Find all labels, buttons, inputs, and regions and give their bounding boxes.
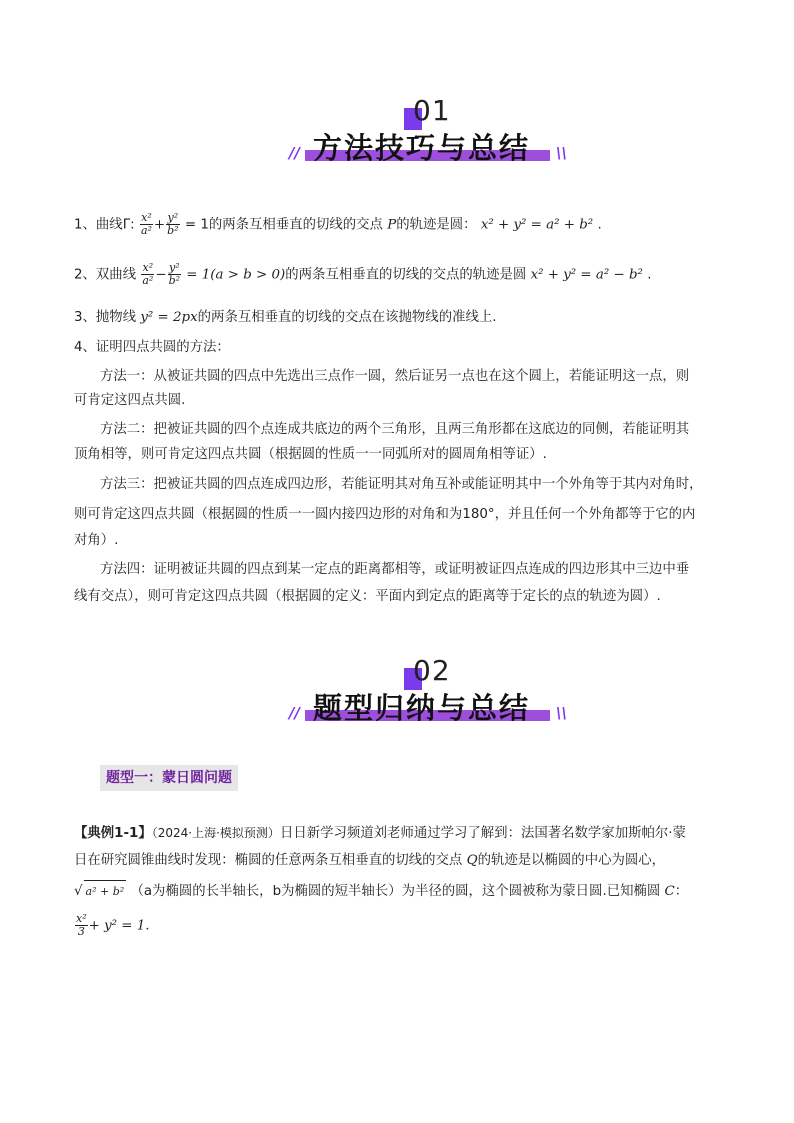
method-3-line-2: 则可肯定这四点共圆（根据圆的性质一一圆内接四边形的对角和为180°，并且任何一个外角都等于它的内	[74, 507, 696, 522]
left-slash-decoration: //	[289, 144, 300, 162]
fraction-x2-3: $\frac{\text{x²}}{3}$	[76, 912, 87, 938]
item-1-mid: = 1的两条互相垂直的切线的交点	[184, 217, 383, 233]
method-4-line-2: 线有交点），则可肯定这四点共圆（根据圆的定义：平面内到定点的距离等于定长的点的轨迹为圆）.	[74, 589, 661, 604]
example-line-2: 日在研究圆锥曲线时发现：椭圆的任意两条互相垂直的切线的交点 Q的轨迹是以椭圆的中心为圆心，	[74, 853, 666, 868]
item-4: 4、证明四点共圆的方法：	[74, 340, 230, 355]
section-number: 01	[413, 94, 451, 127]
example-line-4	[74, 913, 734, 938]
item-1-prefix: 1、曲线Γ:	[74, 217, 135, 233]
item-2-condition: = 1(a > b > 0)	[186, 267, 286, 283]
method-3-line-1: 方法三：把被证共圆的四点连成四边形，若能证明其对角互补或能证明其中一个外角等于其内对角时，	[100, 477, 703, 492]
item-2: 2、双曲线 $\frac{\text{x²}}{\text{a²}}$ − $\frac{\text{y²}}{\text{b²}}$ = 1(a > b > 0)的两条互相垂直的切线的交点的轨迹是圆 x² + y² = a² − b² .	[74, 261, 652, 287]
example-line-1: 【典例1-1】（2024·上海·模拟预测）日日新学习频道刘老师通过学习了解到：法国著名数学家加斯帕尔·蒙	[74, 826, 686, 841]
fraction-x2-a2: $\frac{\text{x²}}{\text{a²}}$	[142, 261, 154, 287]
left-slash-decoration: //	[289, 704, 300, 722]
section-number: 02	[413, 654, 451, 687]
item-1-equation: x² + y² = a² + b²	[480, 217, 594, 233]
item-2-equation: x² + y² = a² − b²	[530, 267, 643, 283]
section-title: 题型归纳与总结	[313, 691, 531, 725]
sqrt-expression: a² + b²	[84, 880, 127, 903]
fraction-y2-b2: $\frac{\text{y²}}{\text{b²}}$	[167, 211, 179, 237]
fraction-y2-b2: $\frac{\text{y²}}{\text{b²}}$	[168, 261, 181, 287]
fraction-x2-a2: $\frac{\text{x²}}{\text{a²}}$	[140, 211, 152, 237]
method-3-line-3: 对角）.	[74, 533, 119, 548]
section-header-2	[0, 656, 794, 726]
example-heading: 【典例1-1】	[74, 826, 152, 841]
item-3: 3、抛物线 y² = 2px的两条互相垂直的切线的交点在该抛物线的准线上.	[74, 310, 497, 325]
point-P: P	[387, 217, 397, 233]
ellipse-C: C	[664, 884, 675, 899]
method-2-line-1: 方法二：把被证共圆的四个点连成共底边的两个三角形，且两三角形都在这底边的同侧，若能证明其	[100, 422, 690, 437]
method-1-line-2: 可肯定这四点共圆.	[74, 393, 186, 408]
method-1-line-1: 方法一：从被证共圆的四点中先选出三点作一圆，然后证另一点也在这个圆上，若能证明这一点，则	[100, 369, 690, 384]
right-slash-decoration: \\	[556, 704, 567, 722]
method-4-line-1: 方法四：证明被证共圆的四点到某一定点的距离都相等，或证明被证四点连成的四边形其中三边中垂	[100, 562, 690, 577]
topic-label: 题型一：蒙日圆问题	[100, 765, 238, 791]
section-header-1	[0, 96, 794, 166]
ellipse-equation: + y² = 1.	[88, 918, 150, 934]
item-2-prefix: 2、双曲线	[74, 267, 137, 283]
point-Q: Q	[466, 853, 478, 868]
method-2-line-2: 顶角相等，则可肯定这四点共圆（根据圆的性质一一同弧所对的圆周角相等证）.	[74, 447, 547, 462]
parabola-equation: y² = 2px	[140, 310, 198, 325]
section-title: 方法技巧与总结	[313, 131, 531, 165]
example-source: （2024·上海·模拟预测）	[151, 826, 280, 840]
right-slash-decoration: \\	[556, 144, 567, 162]
item-1: 1、曲线Γ: $\frac{\text{x²}}{\text{a²}}$ + $\frac{\text{y²}}{\text{b²}}$ = 1的两条互相垂直的切线的交点 P的轨迹是圆： x² + y² = a² + b² .	[74, 211, 602, 237]
example-line-3: √ a² + b² （a为椭圆的长半轴长，b为椭圆的短半轴长）为半径的圆，这个圆被称为蒙日圆.已知椭圆 C：	[74, 880, 734, 903]
